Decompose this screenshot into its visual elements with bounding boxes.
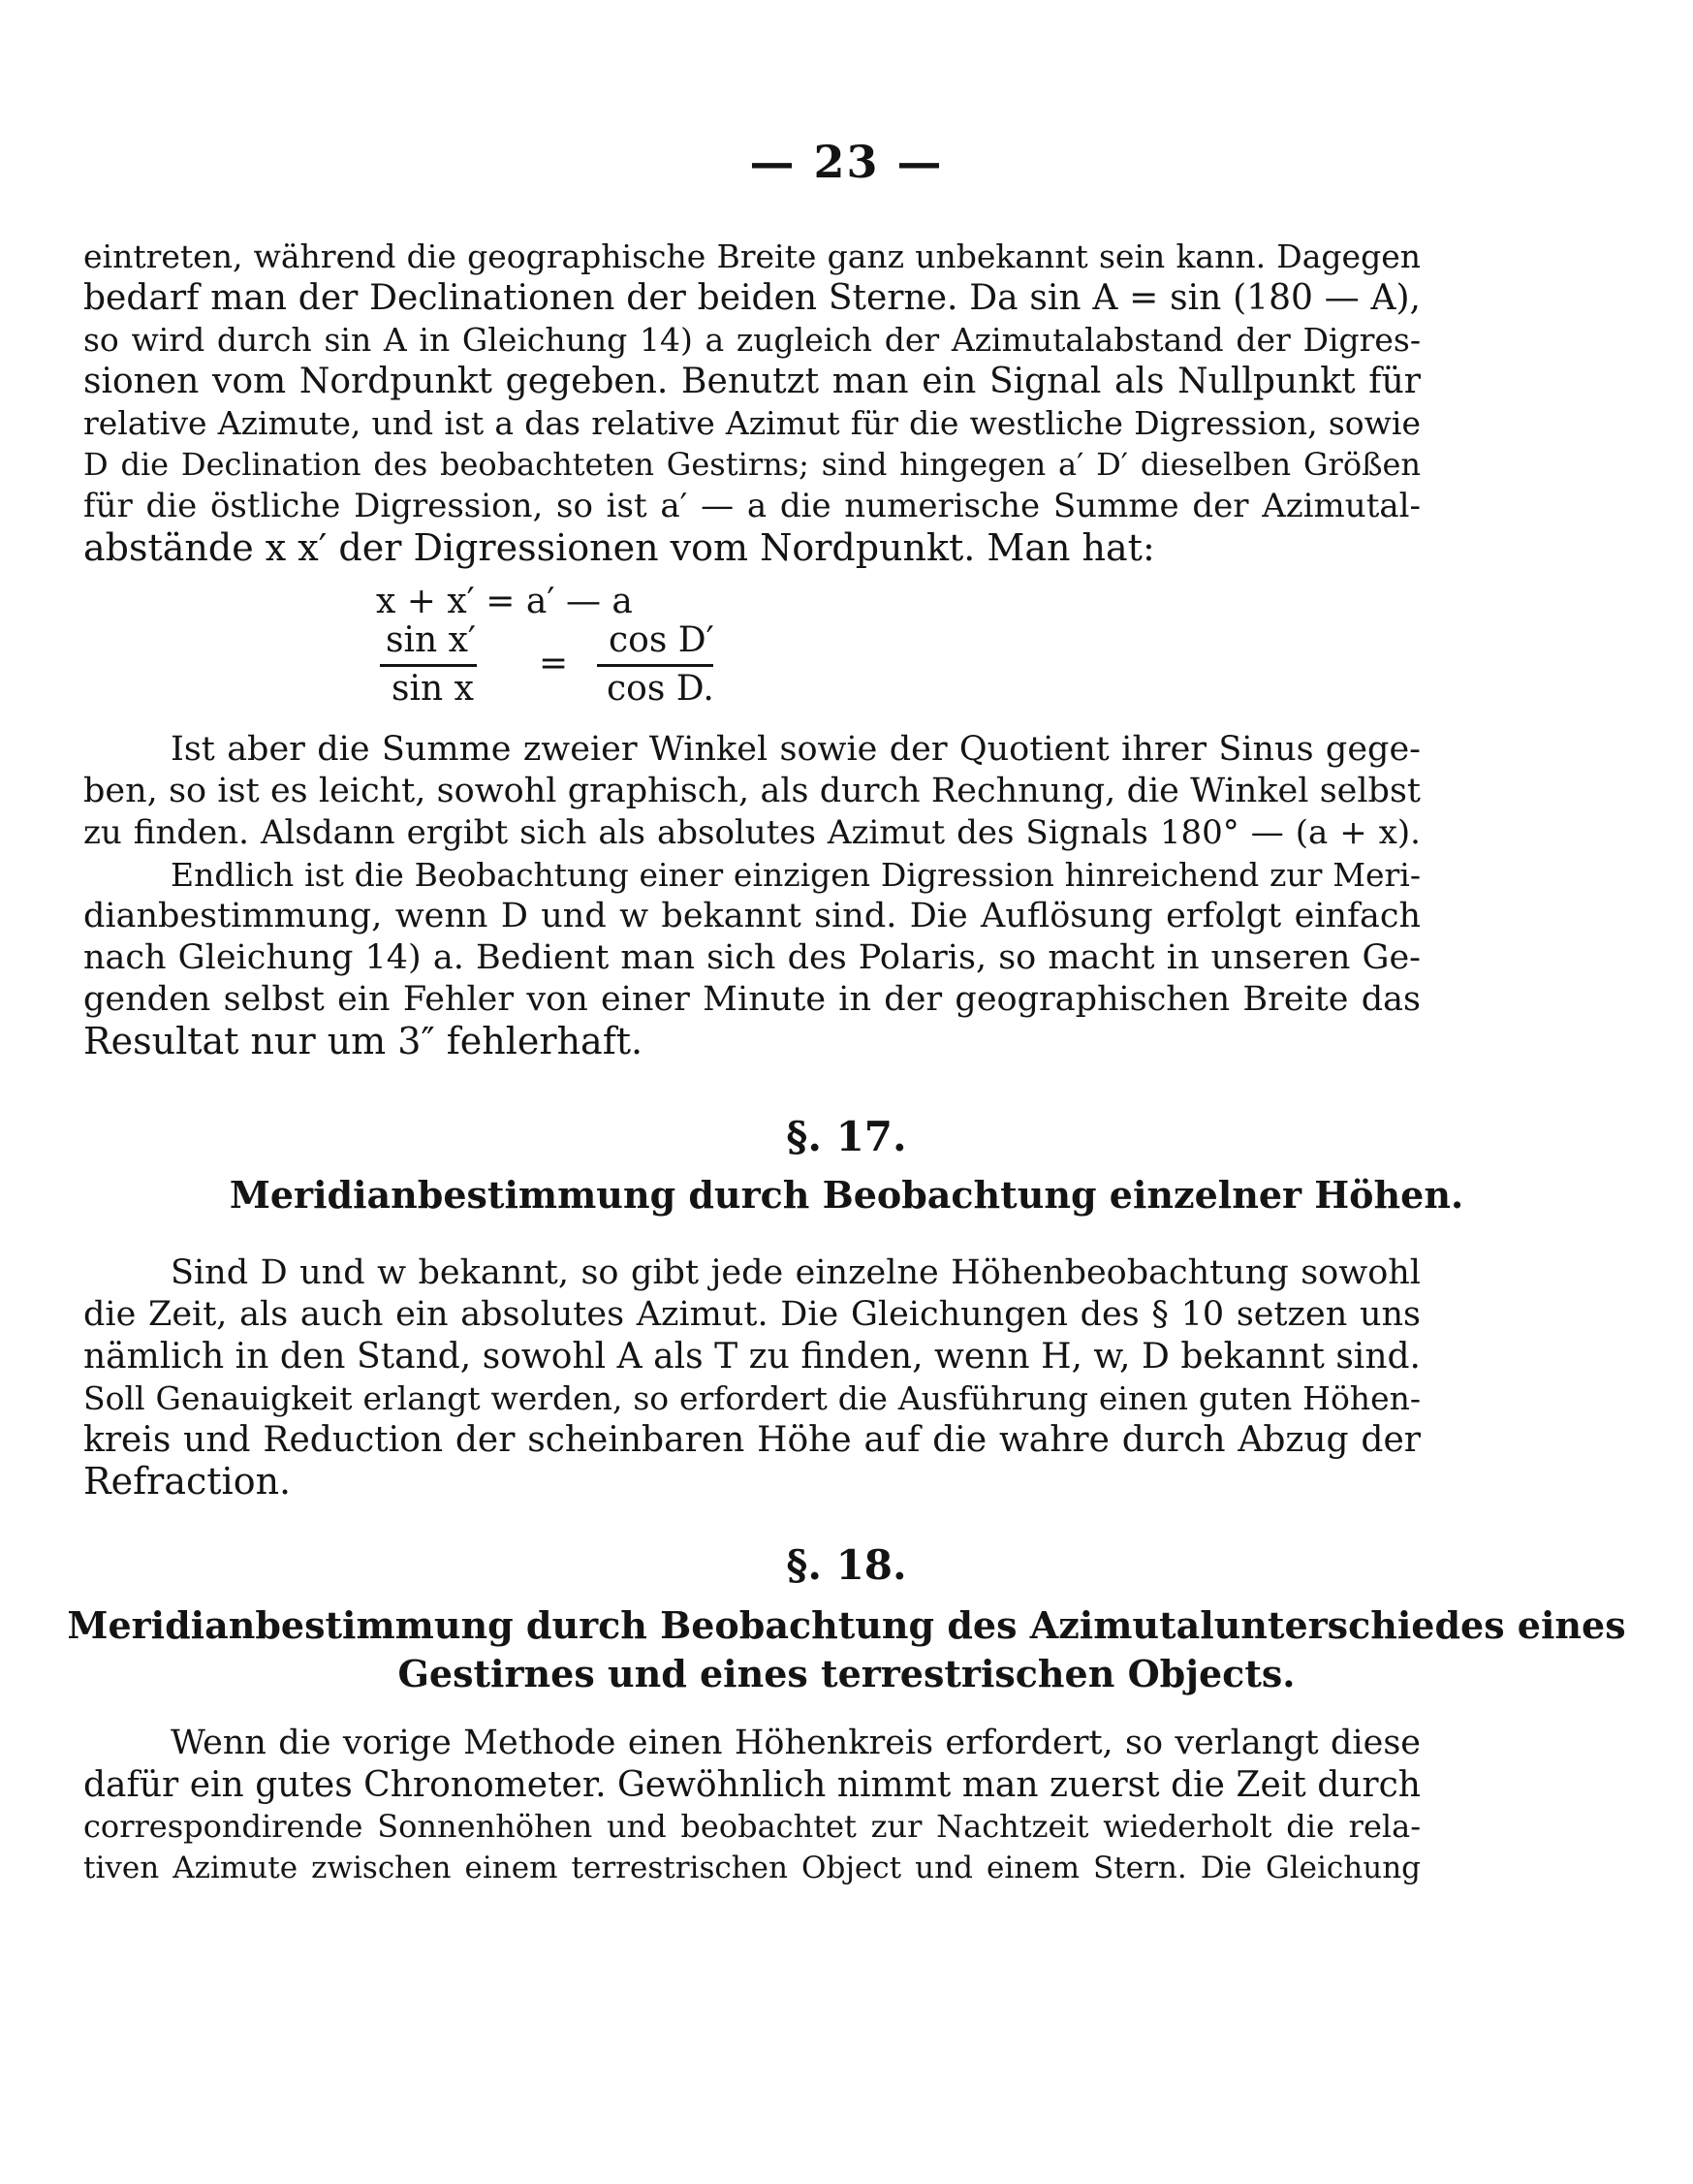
text-line: abstände x x′ der Digressionen vom Nordpunkt. Man hat: (83, 526, 1155, 569)
text-line: Wenn die vorige Methode einen Höhenkreis erfordert, so verlangt diese (171, 1724, 1421, 1762)
text-line: relative Azimute, und ist a das relative Azimut für die westliche Digression, sowie (83, 404, 1421, 442)
formula-numerator-right: cos D′ (609, 620, 714, 660)
text-line: zu finden. Alsdann ergibt sich als absolutes Azimut des Signals 180° — (a + x). (83, 813, 1421, 852)
text-line: nämlich in den Stand, sowohl A als T zu finden, wenn H, w, D bekannt sind. (83, 1337, 1421, 1377)
section-18-title-line-1: Meridianbestimmung durch Beobachtung des Azimutalunterschiedes eines (67, 1603, 1626, 1647)
formula-sum: x + x′ = a′ — a (376, 582, 633, 621)
text-line: kreis und Reduction der scheinbaren Höhe auf die wahre durch Abzug der (83, 1420, 1421, 1460)
fraction-bar-right (597, 664, 713, 667)
formula-numerator-left: sin x′ (386, 620, 477, 660)
paragraph-2 (83, 729, 1421, 1062)
text-line: so wird durch sin A in Gleichung 14) a zugleich der Azimutalabstand der Digres- (83, 321, 1421, 359)
formula-denominator-right: cos D. (607, 669, 714, 709)
text-line: Resultat nur um 3″ fehlerhaft. (83, 1020, 643, 1062)
section-17-title: Meridianbestimmung durch Beobachtung einzelner Höhen. (229, 1173, 1464, 1217)
text-line: dianbestimmung, wenn D und w bekannt sind. Die Auflösung erfolgt einfach (83, 897, 1421, 935)
text-line: Sind D und w bekannt, so gibt jede einzelne Höhenbeobachtung sowohl (171, 1253, 1421, 1292)
text-line: dafür ein gutes Chronometer. Gewöhnlich nimmt man zuerst die Zeit durch (83, 1765, 1421, 1805)
text-line: Soll Genauigkeit erlangt werden, so erfordert die Ausführung einen guten Höhen- (83, 1379, 1421, 1417)
formula-denominator-left: sin x (392, 669, 474, 709)
paragraph-3 (83, 1252, 1421, 1503)
text-line: sionen vom Nordpunkt gegeben. Benutzt man ein Signal als Nullpunkt für (83, 362, 1421, 401)
page-number: — 23 — (749, 136, 944, 188)
text-line: correspondirende Sonnenhöhen und beobachtet zur Nachtzeit wiederholt die rela- (83, 1808, 1421, 1845)
formula-equals: = (539, 644, 569, 683)
text-line: Ist aber die Summe zweier Winkel sowie der Quotient ihrer Sinus gege- (171, 730, 1421, 769)
text-line: Refraction. (83, 1460, 292, 1503)
section-18-title-line-2: Gestirnes und eines terrestrischen Objects. (397, 1652, 1296, 1695)
section-17-number: §. 17. (786, 1113, 907, 1160)
text-line: genden selbst ein Fehler von einer Minute in der geographischen Breite das (83, 980, 1421, 1019)
text-line: nach Gleichung 14) a. Bedient man sich des Polaris, so macht in unseren Ge- (83, 938, 1421, 977)
text-line: D die Declination des beobachteten Gestirns; sind hingegen a′ D′ dieselben Größen (83, 446, 1421, 483)
text-line: Endlich ist die Beobachtung einer einzigen Digression hinreichend zur Meri- (171, 856, 1421, 894)
paragraph-4 (83, 1723, 1421, 1889)
text-line: bedarf man der Declinationen der beiden Sterne. Da sin A = sin (180 — A), (83, 278, 1421, 318)
section-18-number: §. 18. (786, 1541, 907, 1589)
text-line: für die östliche Digression, so ist a′ — a die numerische Summe der Azimutal- (83, 487, 1421, 525)
fraction-bar-left (380, 664, 477, 667)
text-line: ben, so ist es leicht, sowohl graphisch, als durch Rechnung, die Winkel selbst (83, 772, 1421, 810)
text-line: die Zeit, als auch ein absolutes Azimut. Die Gleichungen des § 10 setzen uns (83, 1295, 1421, 1334)
text-line: tiven Azimute zwischen einem terrestrischen Object und einem Stern. Die Gleichung (83, 1851, 1421, 1885)
paragraph-1 (83, 236, 1421, 569)
text-line: eintreten, während die geographische Breite ganz unbekannt sein kann. Dagegen (83, 237, 1421, 275)
